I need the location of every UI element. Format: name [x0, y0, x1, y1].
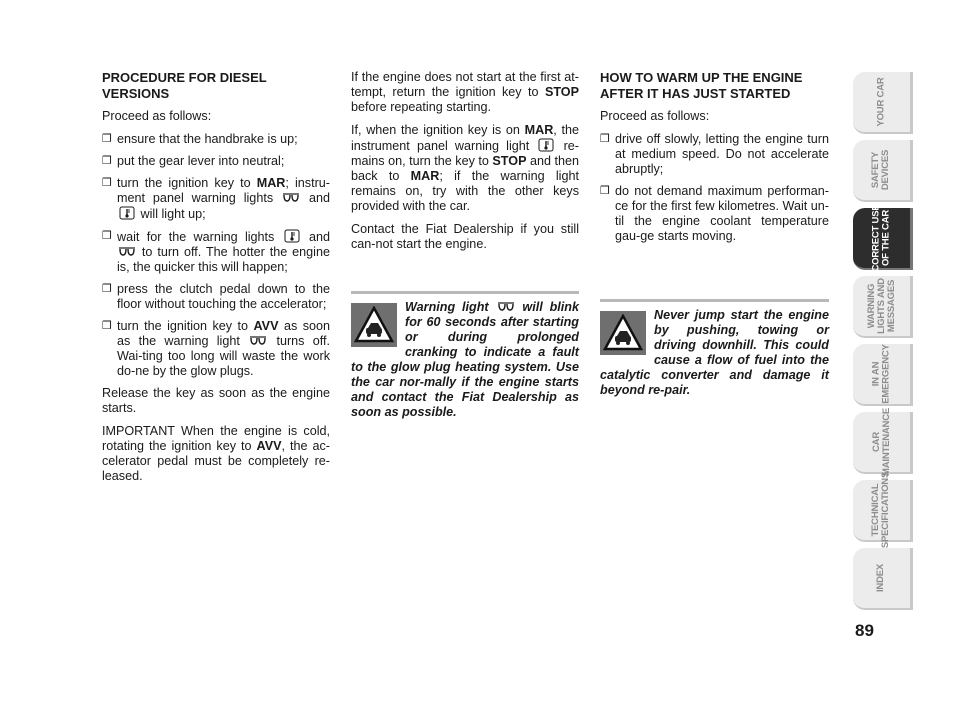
tab-car-maintenance[interactable] — [853, 408, 913, 476]
warning-triangle-icon — [351, 303, 397, 347]
tab-label: INDEX — [875, 563, 887, 593]
tab-label: IN AN EMERGENCY — [870, 344, 892, 404]
tab-index[interactable] — [853, 548, 913, 610]
important-note: IMPORTANT When the engine is cold, rotating the ignition key to AVV, the ac-celerator pedal must be completely re-leased. — [102, 424, 330, 483]
checkbox-bullet: ❒ — [102, 133, 112, 145]
key-position: MAR — [524, 123, 554, 137]
list-item — [102, 282, 330, 312]
checkbox-bullet: ❒ — [102, 320, 112, 332]
column-warm-up — [600, 70, 829, 251]
checkbox-bullet: ❒ — [600, 133, 610, 145]
list-item-text: turn the ignition key to AVV as soon as the warning light turns off. Wai-ting too long will waste the work do-ne by the glow plugs. — [117, 319, 331, 378]
list-item — [102, 319, 330, 379]
key-position: MAR — [256, 176, 286, 190]
intro-text: Proceed as follows: — [600, 109, 710, 123]
tab-in-an-emergency[interactable] — [853, 344, 913, 406]
key-position: MAR — [410, 169, 440, 183]
list-item — [600, 132, 829, 177]
coolant-temperature-icon — [119, 206, 135, 220]
tab-correct-use-of-the-car[interactable] — [853, 204, 913, 272]
tab-warning-lights-and-messages[interactable] — [853, 276, 913, 338]
list-item-text: put the gear lever into neutral; — [117, 154, 285, 168]
page-number: 89 — [855, 621, 874, 640]
paragraph: If the engine does not start at the first at-tempt, return the ignition key to STOP before repeating starting. — [351, 70, 579, 114]
tab-safety-devices[interactable] — [853, 140, 913, 202]
checkbox-bullet: ❒ — [102, 155, 112, 167]
column-start-failure — [351, 70, 579, 260]
glow-plug-warning-icon — [498, 301, 514, 312]
coolant-temperature-icon — [538, 138, 554, 152]
key-position: STOP — [492, 154, 527, 168]
glow-plug-warning-box: Warning light will blink for 60 seconds after starting or during prolonged cranking to indicate a fault to the glow plug heating system. Use the car nor-mally if the engine starts and contact the Fiat Dealership as soon as possible. — [351, 291, 579, 420]
tab-label: CAR MAINTENANCE — [870, 408, 892, 476]
list-item — [102, 154, 330, 169]
tab-technical-specifications[interactable] — [853, 471, 913, 549]
glow-plug-warning-icon — [250, 335, 266, 346]
column-diesel-procedure — [102, 70, 330, 492]
list-item — [102, 176, 330, 222]
list-item — [102, 132, 330, 147]
tab-label: SAFETY DEVICES — [870, 149, 892, 191]
tab-your-car[interactable] — [853, 72, 913, 134]
checkbox-bullet: ❒ — [102, 177, 112, 189]
tab-label: YOUR CAR — [875, 77, 887, 127]
list-item-text: do not demand maximum performan-ce for the first few kilometres. Wait un-til the engine coolant temperature gau-ge starts moving. — [615, 184, 829, 243]
glow-plug-warning-icon — [283, 192, 299, 203]
intro-text: Proceed as follows: — [102, 109, 212, 123]
key-position: AVV — [253, 319, 279, 333]
key-position: AVV — [256, 439, 282, 453]
tab-label: CORRECT USE OF THE CAR — [870, 204, 892, 272]
list-item-text: ensure that the handbrake is up; — [117, 132, 298, 146]
key-position: STOP — [544, 85, 579, 99]
list-item — [600, 184, 829, 244]
jump-start-warning-box: Never jump start the engine by pushing, towing or driving downhill. This could cause a flow of fuel into the catalytic converter and damage it beyond re-pair. — [600, 299, 829, 398]
glow-plug-warning-icon — [119, 246, 135, 257]
paragraph: Contact the Fiat Dealership if you still can-not start the engine. — [351, 222, 579, 251]
paragraph: If, when the ignition key is on MAR, the instrument panel warning light re-mains on, turn the key to STOP and then back to MAR; if the warning light remains on, try with the other keys provided with the car. — [351, 123, 580, 213]
list-item-text: turn the ignition key to MAR; instru-ment panel warning lights and will light up; — [117, 176, 331, 221]
checkbox-bullet: ❒ — [600, 185, 610, 197]
section-heading: PROCEDURE FOR DIESEL VERSIONS — [102, 70, 267, 101]
warning-triangle-icon — [600, 311, 646, 355]
tab-label: TECHNICAL SPECIFICATIONS — [870, 471, 892, 549]
checkbox-bullet: ❒ — [102, 283, 112, 295]
checkbox-bullet: ❒ — [102, 230, 112, 242]
section-heading: HOW TO WARM UP THE ENGINE AFTER IT HAS JUST STARTED — [600, 70, 803, 101]
tab-label: WARNING LIGHTS AND MESSAGES — [865, 278, 897, 334]
list-item-text: wait for the warning lights and to turn off. The hotter the engine is, the quicker this will happen; — [117, 230, 330, 274]
list-item — [102, 229, 330, 275]
coolant-temperature-icon — [284, 229, 300, 243]
list-item-text: press the clutch pedal down to the floor without touching the accelerator; — [117, 282, 330, 311]
release-text: Release the key as soon as the engine starts. — [102, 386, 330, 415]
list-item-text: drive off slowly, letting the engine turn at medium speed. Do not accelerate abruptly; — [615, 132, 829, 176]
